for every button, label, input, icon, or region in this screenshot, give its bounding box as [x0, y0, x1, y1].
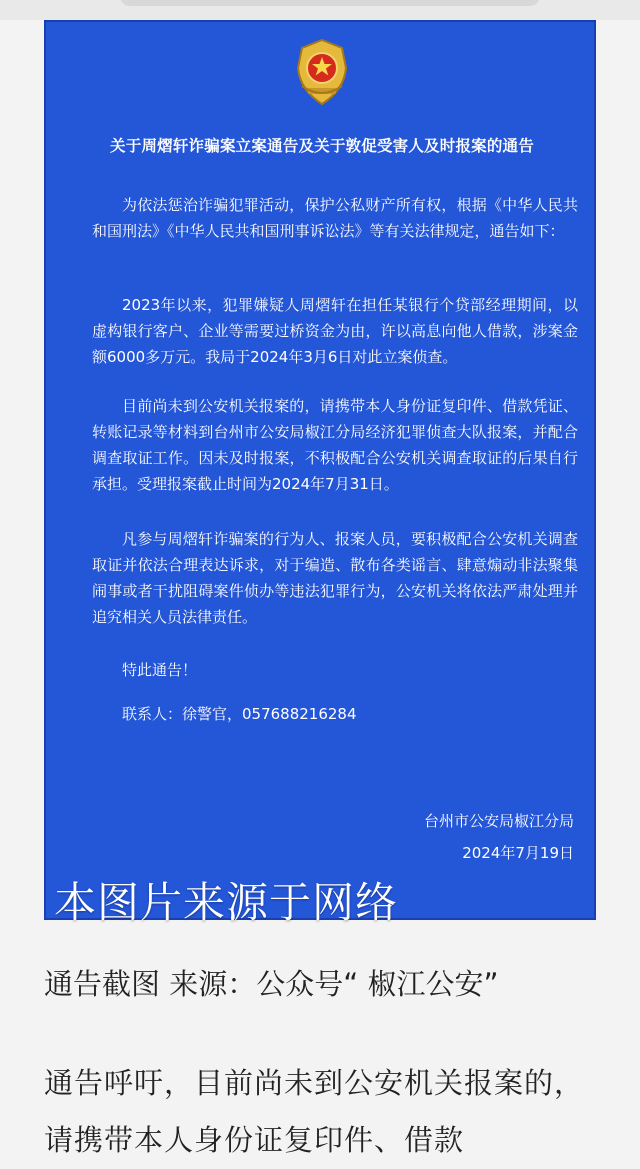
notice-date: 2024年7月19日: [462, 844, 574, 862]
notice-paragraph: 目前尚未到公安机关报案的，请携带本人身份证复印件、借款凭证、转账记录等材料到台州市公安局椒江分局经济犯罪侦查大队报案，并配合调查取证工作。因未及时报案，不积极配合公安机关调查取证的后果自行承担。受理报案截止时间为2024年7月31日。: [92, 397, 578, 493]
image-caption: 通告截图 来源：公众号“ 椒江公安”: [44, 967, 499, 1001]
notice-paragraph: 凡参与周熠轩诈骗案的行为人、报案人员，要积极配合公安机关调查取证并依法合理表达诉求，对于编造、散布各类谣言、肆意煽动非法聚集闹事或者干扰阻碍案件侦办等违法犯罪行为，公安机关将依法严肃处理并追究相关人员法律责任。: [92, 530, 578, 626]
notice-closing: 特此通告！: [122, 661, 198, 679]
top-bar-shape: [120, 0, 540, 6]
police-emblem-icon: [294, 38, 350, 108]
notice-image: [44, 20, 596, 927]
notice-paragraph: 为依法惩治诈骗犯罪活动，保护公私财产所有权，根据《中华人民共和国刑法》《中华人民共和国刑事诉讼法》等有关法律规定，通告如下：: [92, 196, 578, 240]
watermark-text: 本图片来源于网络: [54, 878, 399, 927]
notice-title: 关于周熠轩诈骗案立案通告及关于敦促受害人及时报案的通告: [110, 137, 534, 155]
article-body-text: 通告呼吁，目前尚未到公安机关报案的，请携带本人身份证复印件、借款: [44, 1066, 585, 1157]
notice-contact: 联系人：徐警官，057688216284: [122, 705, 357, 723]
top-strip: [0, 0, 640, 20]
notice-signer: 台州市公安局椒江分局: [423, 812, 574, 830]
notice-paragraph: 2023年以来，犯罪嫌疑人周熠轩在担任某银行个贷部经理期间，以虚构银行客户、企业等需要过桥资金为由，许以高息向他人借款，涉案金额6000多万元。我局于2024年3月6日对此立案侦查。: [92, 296, 578, 366]
